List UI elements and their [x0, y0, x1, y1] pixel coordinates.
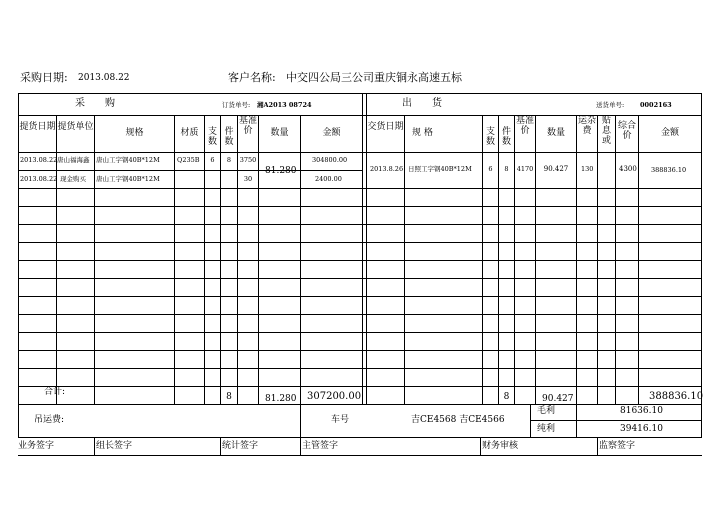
col-base-price2: 基准价 — [515, 116, 534, 136]
vehicle-numbers: 吉CE4568 吉CE4566 — [411, 415, 505, 425]
col-spec: 规格 — [125, 128, 144, 138]
ship-amount: 388836.10 — [651, 166, 687, 174]
purchase-section-title: 采 购 — [75, 98, 115, 109]
ship-branch: 6 — [488, 165, 493, 173]
order-no: 湘A2013 08724 — [257, 101, 312, 109]
totals-label: 合计: — [44, 387, 66, 397]
totals-purchase-count: 8 — [226, 392, 232, 402]
delivery-no: 0002163 — [640, 101, 672, 109]
signature-supervisor: 主管签字 — [302, 441, 339, 451]
ship-date: 2013.8.26 — [370, 165, 404, 173]
col-spec2: 规 格 — [412, 128, 433, 138]
signature-salesman: 业务签字 — [18, 441, 55, 451]
cell-date: 2013.08.22 — [20, 156, 58, 164]
cell-count: 8 — [226, 156, 232, 164]
col-pieces-count2: 件数 — [501, 127, 511, 147]
net-profit-label: 纯利 — [537, 424, 556, 434]
cell-spec: 唐山工字钢40B*12M — [96, 175, 160, 183]
ship-quantity: 90.427 — [543, 165, 569, 173]
col-quantity: 数量 — [270, 128, 289, 138]
col-interest: 贴息或 — [601, 116, 611, 146]
totals-shipping-count: 8 — [503, 392, 510, 402]
ship-base-price: 4170 — [516, 165, 534, 173]
order-no-label: 订货单号: — [222, 101, 251, 109]
signature-statistics: 统计签字 — [222, 441, 259, 451]
gross-profit: 81636.10 — [620, 406, 663, 416]
signature-finance: 财务审核 — [482, 441, 519, 451]
cell-base-price: 30 — [243, 175, 253, 183]
totals-shipping-amount: 388836.10 — [649, 391, 704, 402]
totals-shipping-quantity: 90.427 — [542, 394, 574, 404]
net-profit: 39416.10 — [620, 424, 663, 434]
ship-combined-price: 4300 — [619, 165, 637, 173]
col-pickup-date: 提货日期 — [19, 122, 56, 132]
col-combined-price: 综合价 — [617, 121, 636, 141]
signature-audit: 监察签字 — [599, 441, 636, 451]
shipping-section-title: 出 货 — [402, 98, 442, 109]
cell-date: 2013.08.22 — [20, 175, 58, 183]
col-base-price: 基准价 — [238, 116, 257, 136]
cell-unit: 现金购买 — [60, 175, 86, 183]
cell-spec: 唐山工字钢40B*12M — [96, 156, 160, 164]
col-quantity2: 数量 — [546, 128, 565, 138]
totals-purchase-amount: 307200.00 — [307, 391, 362, 402]
gross-profit-label: 毛利 — [537, 406, 556, 416]
cell-branch: 6 — [210, 156, 215, 164]
signature-team-leader: 组长签字 — [96, 441, 133, 451]
col-delivery-date: 交货日期 — [367, 122, 404, 132]
cell-base-price: 3750 — [239, 156, 257, 164]
ship-freight: 130 — [581, 165, 594, 173]
col-pieces-branch: 支数 — [207, 127, 217, 147]
cell-material: Q235B — [177, 156, 200, 164]
cell-amount: 304800.00 — [312, 156, 348, 164]
cell-unit: 唐山福海鑫 — [57, 156, 90, 164]
merged-quantity: 81.280 — [265, 166, 297, 176]
col-freight: 运杂费 — [577, 116, 596, 136]
totals-purchase-quantity: 81.280 — [265, 394, 297, 404]
ship-count: 8 — [504, 165, 509, 173]
delivery-no-label: 送货单号: — [596, 101, 625, 109]
hoist-fee-label: 吊运费: — [34, 415, 65, 425]
purchase-date-label: 采购日期: — [20, 71, 68, 84]
col-pickup-unit: 提货单位 — [57, 122, 94, 132]
ship-spec: 日照工字钢40B*12M — [408, 165, 472, 173]
col-amount2: 金额 — [660, 128, 679, 138]
col-amount: 金额 — [322, 128, 341, 138]
col-material: 材质 — [180, 128, 199, 138]
purchase-date: 2013.08.22 — [78, 73, 130, 83]
customer-name: 中交四公局三公司重庆铜永高速五标 — [286, 71, 462, 84]
col-pieces-count: 件数 — [224, 127, 234, 147]
customer-label: 客户名称: — [228, 71, 276, 84]
col-pieces-branch2: 支数 — [485, 127, 495, 147]
vehicle-label: 车号 — [331, 415, 350, 425]
cell-amount: 2400.00 — [315, 175, 342, 183]
